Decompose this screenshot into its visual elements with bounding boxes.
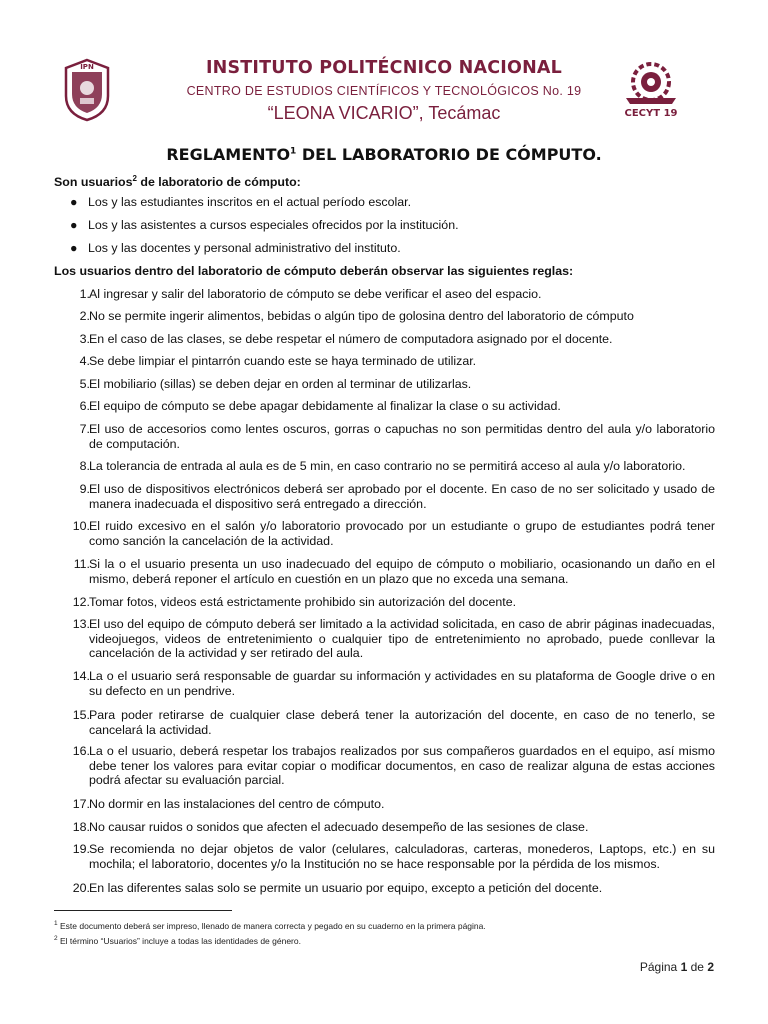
svg-text:CECYT 19: CECYT 19 — [624, 108, 678, 119]
center-name: CENTRO DE ESTUDIOS CIENTÍFICOS Y TECNOLÓGICOS No. 19 — [186, 84, 582, 98]
footnote-1: $^1$ Este documento deberá ser impreso, llenado de manera correcta y pegado en su cuaderno en la primera página. — [54, 920, 486, 931]
institute-name: INSTITUTO POLITÉCNICO NACIONAL — [205, 58, 563, 78]
footnote-divider — [54, 910, 232, 911]
footnote-2: $^2$ El término “Usuarios” incluye a todas las identidades de género. — [54, 935, 301, 946]
page-number: Página 1 de 2 — [639, 960, 714, 974]
rules-intro: Los usuarios dentro del laboratorio de cómputo deberán observar las siguientes reglas: — [54, 264, 574, 278]
svg-text:IPN: IPN — [80, 63, 94, 71]
campus-name: “LEONA VICARIO”, Tecámac — [267, 103, 501, 123]
users-intro: Son usuarios$^2$ de laboratorio de cómputo: — [54, 174, 301, 190]
page-title: REGLAMENTO$^1$ DEL LABORATORIO DE CÓMPUTO. — [166, 145, 602, 164]
